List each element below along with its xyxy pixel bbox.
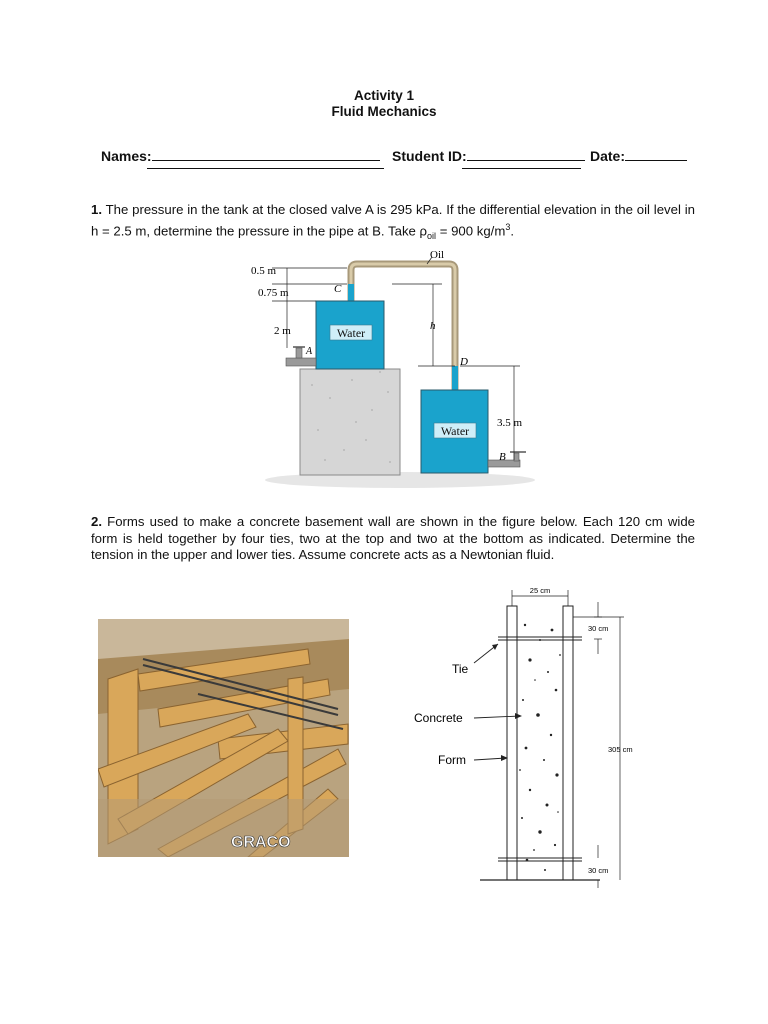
valve-a-stem xyxy=(296,348,302,358)
q1-sub: oil xyxy=(427,230,437,241)
names-blank-1[interactable] xyxy=(152,147,380,161)
tie-label: Tie xyxy=(452,662,469,676)
q2-text: Forms used to make a concrete basement wall are shown in the figure below. Each 120 cm wide form is held together by four ties, two at the top and two at the bottom as indicated. Determine the tension in the upper and lower ties. Assume concrete acts as a Newtonian fluid. xyxy=(91,514,695,562)
pipe-water-left xyxy=(348,284,354,301)
student-id-blank-1[interactable] xyxy=(467,147,585,161)
question-2-text xyxy=(91,514,695,564)
student-id-label: Student ID: xyxy=(392,148,467,164)
question-1-number: 1. xyxy=(91,202,102,217)
names-blank-2[interactable] xyxy=(147,168,384,169)
point-b: B xyxy=(499,451,506,463)
question-2-number: 2. xyxy=(91,514,102,529)
point-a: A xyxy=(306,346,313,357)
photo-watermark: GRACO xyxy=(231,834,291,851)
q1-sup: 3 xyxy=(505,221,511,232)
point-c: C xyxy=(334,283,342,295)
date-label: Date: xyxy=(590,148,626,164)
concrete-label: Concrete xyxy=(414,711,463,725)
names-label: Names: xyxy=(101,148,152,164)
point-d: D xyxy=(460,356,468,368)
form-left xyxy=(507,606,517,880)
dim-2: 2 m xyxy=(274,325,291,337)
question-1-text xyxy=(91,202,695,244)
formwork-photo xyxy=(98,619,349,857)
oil-label: Oil xyxy=(430,249,445,261)
form-label: Form xyxy=(438,753,466,767)
q1-text-a: The pressure in the tank at the closed valve A is 295 kPa. If the differential elevation in the oil level in h = 2.5 m, determine the pressure in the pipe at B. Take ρ xyxy=(91,202,695,238)
page-title: Activity 1 xyxy=(353,88,415,103)
date-field xyxy=(590,147,687,164)
valve-a xyxy=(286,358,316,366)
dim-0-75: 0.75 m xyxy=(258,287,289,299)
dim-30cm-top: 30 cm xyxy=(588,624,609,633)
dim-3-5: 3.5 m xyxy=(497,417,523,429)
dim-0-5: 0.5 m xyxy=(251,265,277,277)
concrete-fill xyxy=(517,608,563,878)
formwork-diagram xyxy=(405,578,645,888)
dim-h: h xyxy=(430,320,436,332)
water-top-label: Water xyxy=(336,326,366,340)
dim-30cm-bottom: 30 cm xyxy=(588,866,609,875)
form-right xyxy=(563,606,573,880)
names-field xyxy=(101,147,380,164)
water-bottom-label: Water xyxy=(440,424,470,438)
pipe-water-right xyxy=(452,366,458,390)
page-subtitle: Fluid Mechanics xyxy=(331,104,437,119)
student-id-blank-2[interactable] xyxy=(462,168,581,169)
date-blank[interactable] xyxy=(625,147,687,161)
h-dimension xyxy=(392,284,455,366)
student-id-field xyxy=(392,147,585,164)
dim-25cm: 25 cm xyxy=(529,586,551,595)
tank-diagram xyxy=(240,244,550,492)
q1-text-c: . xyxy=(510,222,515,238)
q1-text-b: = 900 kg/m xyxy=(436,222,506,238)
pedestal xyxy=(300,369,400,475)
dim-305cm: 305 cm xyxy=(608,745,633,754)
